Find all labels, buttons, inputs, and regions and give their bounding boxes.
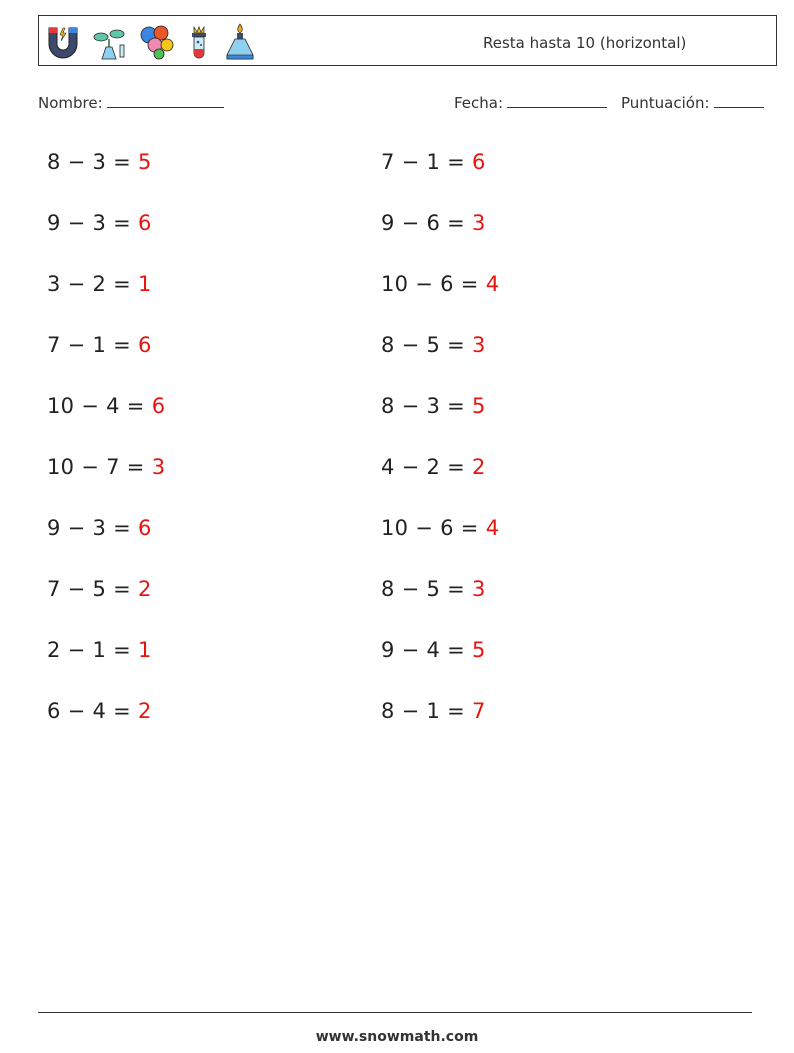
problem-expression: 10 − 4 = xyxy=(47,394,145,418)
name-label: Nombre: xyxy=(38,94,103,112)
answer: 1 xyxy=(138,638,152,662)
molecule-icon xyxy=(137,23,175,61)
footer-url[interactable]: www.snowmath.com xyxy=(315,1029,479,1045)
score-blank xyxy=(714,93,764,108)
problem-expression: 6 − 4 = xyxy=(47,699,132,723)
problem-item xyxy=(381,638,486,662)
problem-item xyxy=(381,394,486,418)
date-blank xyxy=(507,93,607,108)
footer-divider xyxy=(38,1012,752,1013)
answer: 5 xyxy=(472,394,486,418)
problem-expression: 4 − 2 = xyxy=(381,455,466,479)
problem-item xyxy=(381,699,486,723)
answer: 7 xyxy=(472,699,486,723)
problem-item xyxy=(47,699,152,723)
worksheet-title: Resta hasta 10 (horizontal) xyxy=(483,34,687,52)
score-field xyxy=(621,93,764,112)
problem-expression: 8 − 5 = xyxy=(381,577,466,601)
problem-expression: 9 − 3 = xyxy=(47,516,132,540)
answer: 6 xyxy=(138,516,152,540)
header-icons xyxy=(45,22,257,62)
problem-item xyxy=(381,150,486,174)
name-blank xyxy=(107,93,224,108)
magnet-icon xyxy=(45,24,81,60)
answer: 3 xyxy=(472,333,486,357)
problem-item xyxy=(381,211,486,235)
problem-expression: 2 − 1 = xyxy=(47,638,132,662)
answer: 6 xyxy=(151,394,166,418)
answer: 5 xyxy=(472,638,486,662)
problem-item xyxy=(381,516,499,540)
problem-item xyxy=(47,394,165,418)
problem-expression: 8 − 1 = xyxy=(381,699,466,723)
answer: 6 xyxy=(138,333,152,357)
problem-item xyxy=(47,150,152,174)
problem-item xyxy=(47,638,152,662)
problem-expression: 10 − 7 = xyxy=(47,455,145,479)
answer: 6 xyxy=(138,211,152,235)
problem-expression: 7 − 5 = xyxy=(47,577,132,601)
problem-expression: 3 − 2 = xyxy=(47,272,132,296)
bunsen-burner-icon xyxy=(223,22,257,62)
problem-item xyxy=(47,272,152,296)
problem-item xyxy=(381,455,486,479)
problem-expression: 8 − 3 = xyxy=(47,150,132,174)
problem-item xyxy=(47,455,165,479)
problem-item xyxy=(381,272,499,296)
answer: 2 xyxy=(138,577,152,601)
plant-flask-icon xyxy=(90,23,128,61)
answer: 3 xyxy=(472,211,486,235)
problem-expression: 10 − 6 = xyxy=(381,516,479,540)
problem-expression: 8 − 3 = xyxy=(381,394,466,418)
problem-expression: 8 − 5 = xyxy=(381,333,466,357)
name-field xyxy=(38,93,224,112)
problem-expression: 9 − 3 = xyxy=(47,211,132,235)
problem-item xyxy=(381,333,486,357)
problem-expression: 9 − 4 = xyxy=(381,638,466,662)
problem-item xyxy=(47,211,152,235)
score-label: Puntuación: xyxy=(621,94,710,112)
problem-expression: 7 − 1 = xyxy=(381,150,466,174)
answer: 3 xyxy=(151,455,166,479)
problem-item xyxy=(381,577,486,601)
answer: 4 xyxy=(485,516,500,540)
worksheet-header xyxy=(38,15,777,66)
problem-item xyxy=(47,516,152,540)
test-tube-icon xyxy=(184,23,214,61)
problem-item xyxy=(47,333,152,357)
answer: 1 xyxy=(138,272,152,296)
date-label: Fecha: xyxy=(454,94,504,112)
problem-expression: 10 − 6 = xyxy=(381,272,479,296)
answer: 5 xyxy=(138,150,152,174)
problem-expression: 9 − 6 = xyxy=(381,211,466,235)
problem-expression: 7 − 1 = xyxy=(47,333,132,357)
answer: 3 xyxy=(472,577,486,601)
answer: 2 xyxy=(138,699,152,723)
answer: 2 xyxy=(472,455,486,479)
problem-item xyxy=(47,577,152,601)
answer: 4 xyxy=(485,272,500,296)
answer: 6 xyxy=(472,150,486,174)
date-field xyxy=(454,93,607,112)
